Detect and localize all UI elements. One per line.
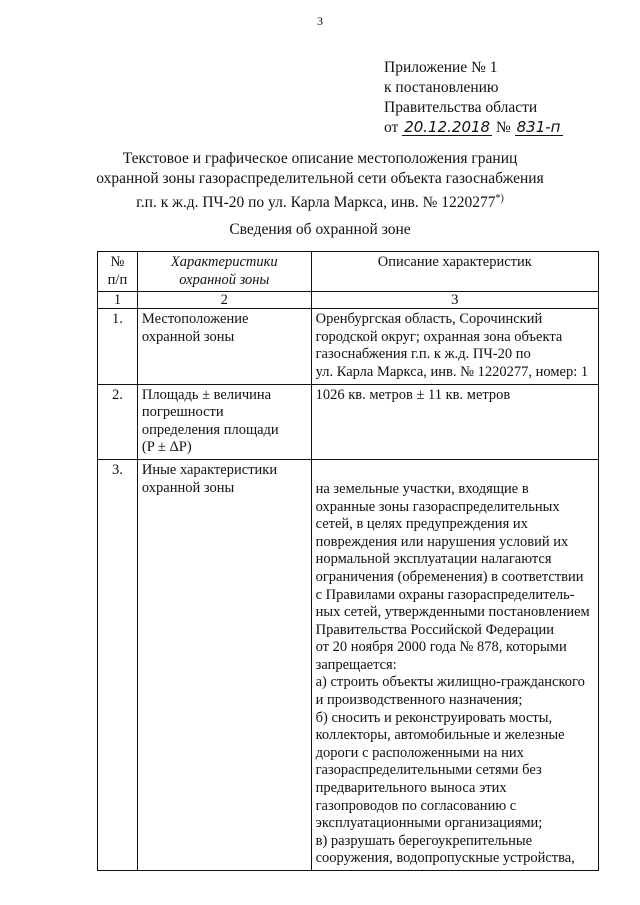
cell-line: ограничения (обременения) в соответствии bbox=[315, 568, 584, 585]
cell-line: погрешности bbox=[141, 404, 224, 421]
header-num-line-1: № bbox=[110, 254, 125, 270]
cell-line: газопроводов по согласованию с bbox=[315, 797, 517, 814]
appendix-block bbox=[384, 58, 563, 138]
zone-info-table bbox=[97, 251, 599, 871]
header-char-line-2: охранной зоны bbox=[179, 271, 270, 288]
section-title: Сведения об охранной зоне bbox=[229, 221, 411, 238]
cell-line: а) строить объекты жилищно-гражданского bbox=[315, 674, 585, 691]
cell-line: охранной зоны bbox=[141, 328, 235, 345]
cell-line: дороги с расположенными на них bbox=[315, 744, 524, 761]
table-row bbox=[98, 459, 599, 870]
title-line-2: охранной зоны газораспределительной сети объекта газоснабжения bbox=[96, 170, 544, 187]
header-characteristics bbox=[137, 252, 311, 292]
row-num: 3. bbox=[98, 459, 138, 870]
cell-line: 1026 кв. метров ± 11 кв. метров bbox=[315, 386, 511, 403]
cell-line: эксплуатационными организациями; bbox=[315, 815, 543, 832]
cell-line: сетей, в целях предупреждения их bbox=[315, 516, 528, 533]
cell-line: городской округ; охранная зона объекта bbox=[315, 328, 563, 345]
cell-line: в) разрушать берегоукрепительные bbox=[315, 832, 533, 849]
cell-line: Оренбургская область, Сорочинский bbox=[315, 311, 543, 328]
appendix-line-2: к постановлению bbox=[384, 79, 499, 96]
cell-line: и производственного назначения; bbox=[315, 692, 523, 709]
cell-line: Правительства Российской Федерации bbox=[315, 621, 555, 638]
date-prefix: от bbox=[384, 119, 399, 136]
footnote-mark: *) bbox=[495, 193, 504, 204]
cell-line: коллекторы, автомобильные и железные bbox=[315, 727, 565, 744]
row-num: 1. bbox=[98, 309, 138, 384]
header-description: Описание характеристик bbox=[311, 252, 598, 292]
table-row bbox=[98, 384, 599, 459]
appendix-date-line bbox=[384, 118, 563, 138]
cell-line: охранной зоны bbox=[141, 479, 235, 496]
title-line-3-text: г.п. к ж.д. ПЧ-20 по ул. Карла Маркса, инв. № 1220277 bbox=[136, 194, 496, 212]
cell-line: повреждения или нарушения условий их bbox=[315, 533, 569, 550]
page-number: 3 bbox=[317, 14, 323, 28]
cell-line: нормальной эксплуатации налагаются bbox=[315, 551, 552, 568]
cell-line: ул. Карла Маркса, инв. № 1220277, номер: 1 bbox=[315, 363, 589, 380]
row-characteristic bbox=[137, 459, 311, 870]
cell-line: сооружения, водопропускные устройства, bbox=[315, 850, 575, 867]
row-description bbox=[311, 459, 598, 870]
cell-line: охранные зоны газораспределительных bbox=[315, 498, 560, 515]
document-title bbox=[60, 149, 580, 213]
cell-line: Местоположение bbox=[141, 311, 249, 328]
column-number-2: 2 bbox=[137, 292, 311, 309]
title-line-1: Текстовое и графическое описание местоположения границ bbox=[122, 150, 518, 167]
column-number-1: 1 bbox=[98, 292, 138, 309]
number-prefix: № bbox=[495, 119, 511, 136]
column-number-row bbox=[98, 292, 599, 309]
row-num: 2. bbox=[98, 384, 138, 459]
header-num-line-2: п/п bbox=[107, 271, 128, 288]
appendix-line-1: Приложение № 1 bbox=[384, 59, 498, 76]
handwritten-number: 831-п bbox=[516, 118, 561, 136]
cell-line: предварительного выноса этих bbox=[315, 780, 507, 797]
cell-line: ных сетей, утвержденными постановлением bbox=[315, 604, 590, 621]
cell-line: газораспределительными сетями без bbox=[315, 762, 542, 779]
appendix-line-3: Правительства области bbox=[384, 99, 538, 116]
header-char-line-1: Характеристики bbox=[170, 254, 278, 270]
row-description bbox=[311, 309, 598, 384]
cell-line: от 20 ноября 2000 года № 878, которыми bbox=[315, 639, 567, 656]
cell-line: (P ± ΔP) bbox=[141, 439, 192, 456]
row-characteristic bbox=[137, 384, 311, 459]
title-line-3 bbox=[60, 189, 580, 213]
table-row bbox=[98, 309, 599, 384]
cell-line: определения площади bbox=[141, 421, 279, 438]
cell-line: Иные характеристики bbox=[141, 461, 278, 478]
handwritten-date: 20.12.2018 bbox=[404, 118, 491, 136]
cell-line: на земельные участки, входящие в bbox=[315, 480, 529, 497]
cell-line: с Правилами охраны газораспределитель- bbox=[315, 586, 575, 603]
table-header-row bbox=[98, 252, 599, 292]
column-number-3: 3 bbox=[311, 292, 598, 309]
cell-line: б) сносить и реконструировать мосты, bbox=[315, 709, 553, 726]
cell-line: Площадь ± величина bbox=[141, 386, 272, 403]
row-description bbox=[311, 384, 598, 459]
cell-line: запрещается: bbox=[315, 656, 397, 673]
row-characteristic bbox=[137, 309, 311, 384]
header-num bbox=[98, 252, 138, 292]
cell-line: газоснабжения г.п. к ж.д. ПЧ-20 по bbox=[315, 346, 531, 363]
